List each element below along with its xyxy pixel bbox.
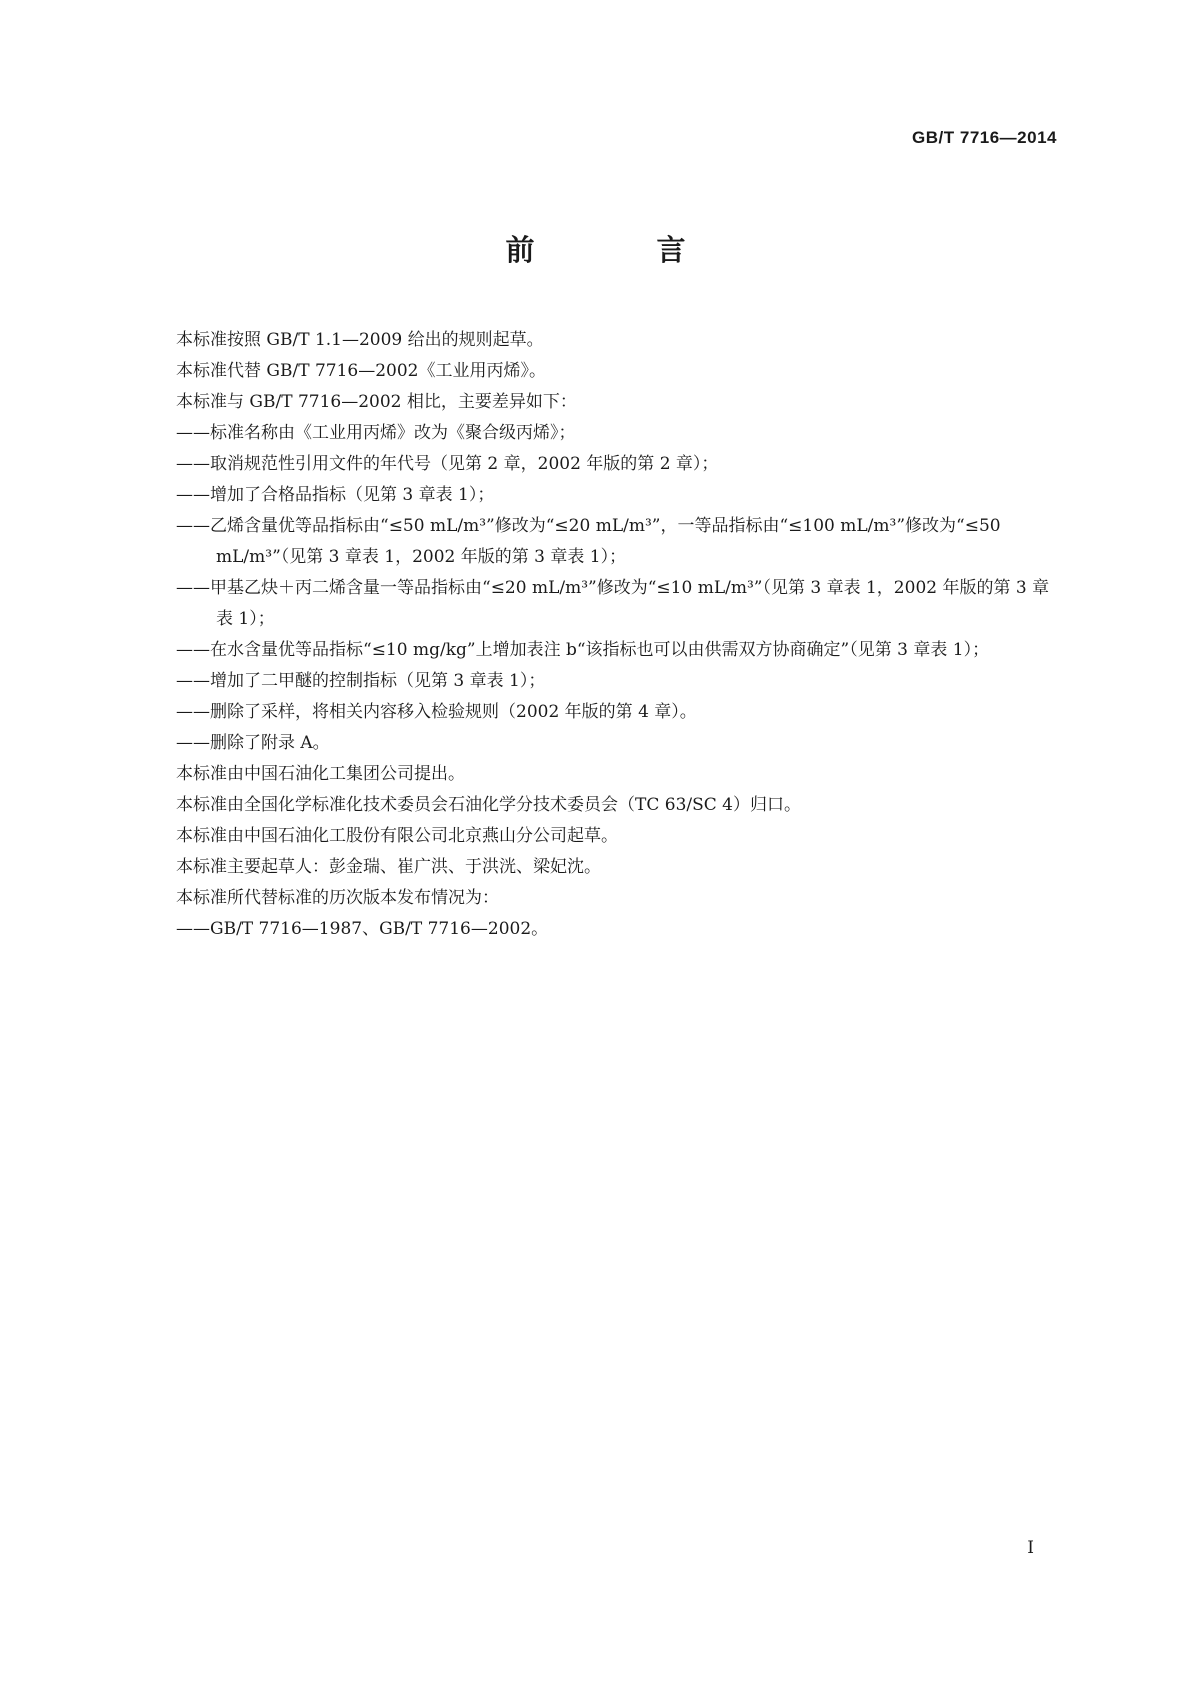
standard-number: GB/T 7716—2014 [912, 128, 1057, 147]
history-item: ——GB/T 7716—1987、GB/T 7716—2002。 [176, 919, 549, 939]
page-title: 前 言 [505, 233, 742, 267]
change-item: ——甲基乙炔＋丙二烯含量一等品指标由“≤20 mL/m³”修改为“≤10 mL/m³”（见第 3 章表 1，2002 年版的第 3 章表 1）； [176, 578, 1050, 629]
paragraph: 本标准由全国化学标准化技术委员会石油化学分技术委员会（TC 63/SC 4）归口。 [176, 795, 801, 815]
foreword-body [176, 325, 1056, 945]
page-number: I [1027, 1538, 1034, 1558]
change-item: ——在水含量优等品指标“≤10 mg/kg”上增加表注 b“该指标也可以由供需双方协商确定”（见第 3 章表 1）； [176, 640, 990, 660]
paragraph: 本标准与 GB/T 7716—2002 相比，主要差异如下： [176, 392, 577, 412]
change-item: ——取消规范性引用文件的年代号（见第 2 章，2002 年版的第 2 章）； [176, 454, 719, 474]
change-item: ——增加了合格品指标（见第 3 章表 1）； [176, 485, 495, 505]
change-item: ——删除了采样，将相关内容移入检验规则（2002 年版的第 4 章）。 [176, 702, 697, 722]
paragraph: 本标准所代替标准的历次版本发布情况为： [176, 888, 499, 908]
change-item: ——删除了附录 A。 [176, 733, 330, 753]
paragraph: 本标准由中国石油化工股份有限公司北京燕山分公司起草。 [176, 826, 618, 846]
paragraph: 本标准按照 GB/T 1.1—2009 给出的规则起草。 [176, 330, 544, 350]
change-item: ——增加了二甲醚的控制指标（见第 3 章表 1）； [176, 671, 546, 691]
change-item: ——乙烯含量优等品指标由“≤50 mL/m³”修改为“≤20 mL/m³”，一等品指标由“≤100 mL/m³”修改为“≤50 mL/m³”（见第 3 章表 1，2002 年版的第 3 章表 1）； [176, 516, 1001, 567]
paragraph: 本标准代替 GB/T 7716—2002《工业用丙烯》。 [176, 361, 546, 381]
paragraph: 本标准主要起草人：彭金瑞、崔广洪、于洪洸、梁妃沈。 [176, 857, 601, 877]
paragraph: 本标准由中国石油化工集团公司提出。 [176, 764, 465, 784]
change-item: ——标准名称由《工业用丙烯》改为《聚合级丙烯》； [176, 423, 576, 443]
